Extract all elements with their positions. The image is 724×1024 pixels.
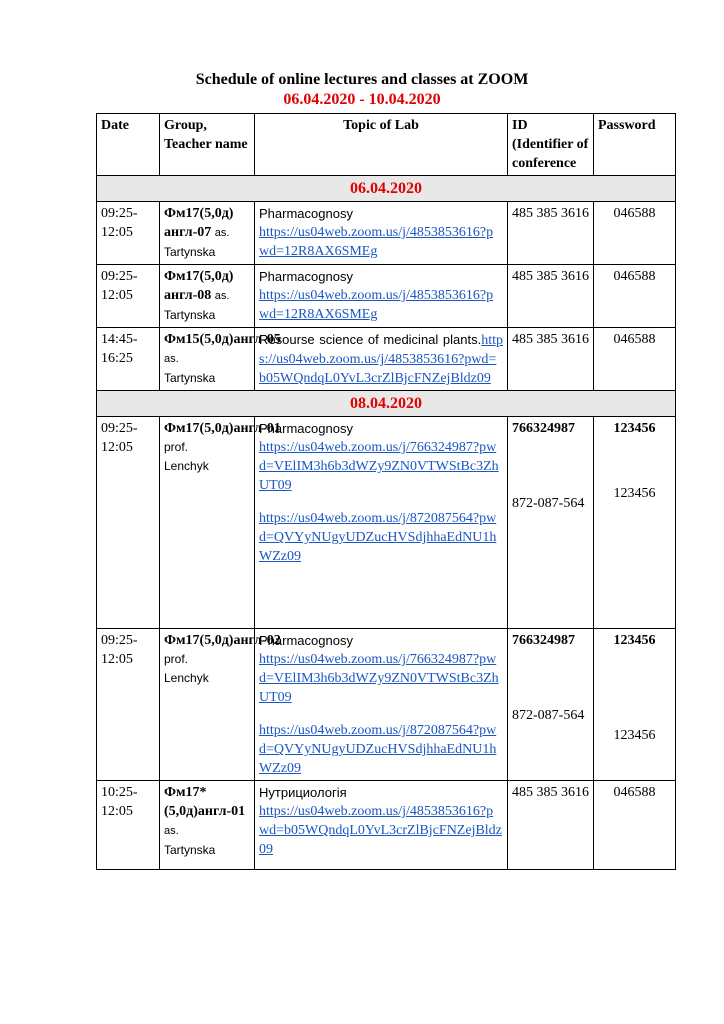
day-row [97, 391, 676, 417]
conference-id: 485 385 3616 [508, 265, 594, 328]
course-name: Pharmacognosy [259, 206, 353, 221]
time-cell: 09:25-12:05 [97, 202, 160, 265]
topic-cell [255, 417, 508, 629]
column-header-group: Group, Teacher name [160, 114, 255, 176]
schedule-heading [0, 70, 724, 110]
password-cell: 046588 [594, 781, 676, 870]
time-cell: 09:25-12:05 [97, 417, 160, 629]
zoom-link[interactable]: https://us04web.zoom.us/j/4853853616?pwd=b05WQndqL0YvL3crZlBjcFNZejBldz09 [259, 333, 503, 386]
password-cell [594, 629, 676, 781]
page-title: Schedule of online lectures and classes at ZOOM [195, 71, 529, 88]
table-row [97, 781, 676, 870]
table-row [97, 417, 676, 629]
group-cell [160, 781, 255, 870]
group-cell [160, 629, 281, 781]
time-cell: 09:25-12:05 [97, 629, 160, 781]
teacher-name: Lenchyk [164, 671, 209, 685]
conference-id: 766324987 [512, 421, 575, 436]
table-row [97, 202, 676, 265]
time-cell: 14:45-16:25 [97, 328, 160, 391]
topic-cell [255, 629, 508, 781]
zoom-link[interactable]: https://us04web.zoom.us/j/766324987?pwd=VElIM3h6b3dWZy9ZN0VTWStBc3ZhUT09 [259, 440, 499, 493]
teacher-name: Tartynska [164, 308, 216, 322]
zoom-link[interactable]: https://us04web.zoom.us/j/4853853616?pwd=b05WQndqL0YvL3crZlBjcFNZejBldz09 [259, 804, 502, 857]
conference-id: 485 385 3616 [508, 328, 594, 391]
password-cell: 046588 [594, 265, 676, 328]
topic-cell [255, 202, 508, 265]
group-name: Фм17(5,0д) англ-08 [164, 269, 234, 303]
group-name: Фм17*(5,0д)англ-01 [164, 785, 246, 819]
teacher-name: Tartynska [164, 371, 216, 385]
password-cell: 046588 [594, 328, 676, 391]
password-alternate: 123456 [613, 728, 656, 743]
teacher-name: Tartynska [164, 843, 216, 857]
conference-id-cell [508, 629, 594, 781]
zoom-link[interactable]: https://us04web.zoom.us/j/4853853616?pwd=12R8AX6SMEg [259, 288, 494, 322]
column-header-password: Password [594, 114, 676, 176]
course-name: Resourse science of medicinal plants. [259, 332, 482, 347]
teacher-role: as. [214, 227, 230, 239]
topic-cell [255, 265, 508, 328]
group-cell [160, 328, 281, 391]
table-row [97, 629, 676, 781]
teacher-role: as. [164, 825, 179, 837]
group-cell [160, 202, 255, 265]
group-name: Фм15(5,0д)англ-05 [164, 332, 281, 347]
course-name: Pharmacognosy [259, 421, 353, 436]
password: 123456 [613, 421, 656, 436]
column-header-topic: Topic of Lab [255, 114, 508, 176]
password-alternate: 123456 [613, 486, 656, 501]
schedule-table [96, 113, 676, 870]
conference-id-cell [508, 417, 594, 629]
group-name: Фм17(5,0д)англ-02 [164, 633, 281, 648]
teacher-name: Tartynska [164, 245, 216, 259]
password-cell: 046588 [594, 202, 676, 265]
course-name: Pharmacognosy [259, 269, 353, 284]
group-name: Фм17(5,0д)англ-01 [164, 421, 281, 436]
password: 123456 [613, 633, 656, 648]
zoom-link-alternate[interactable]: https://us04web.zoom.us/j/872087564?pwd=QVYyNUgyUDZucHVSdjhhaEdNU1hWZz09 [259, 723, 497, 776]
conference-id: 485 385 3616 [508, 781, 594, 870]
zoom-link[interactable]: https://us04web.zoom.us/j/766324987?pwd=VElIM3h6b3dWZy9ZN0VTWStBc3ZhUT09 [259, 652, 499, 705]
teacher-role: as. [164, 353, 179, 365]
password-cell [594, 417, 676, 629]
day-date: 08.04.2020 [97, 391, 676, 417]
teacher-role: as. [214, 290, 230, 302]
column-header-date: Date [97, 114, 160, 176]
zoom-link[interactable]: https://us04web.zoom.us/j/4853853616?pwd=12R8AX6SMEg [259, 225, 494, 259]
conference-id-alternate: 872-087-564 [512, 496, 585, 511]
course-name: Pharmacognosy [259, 633, 353, 648]
day-row [97, 176, 676, 202]
course-name: Нутрициологія [259, 785, 347, 800]
topic-cell [255, 781, 508, 870]
conference-id: 766324987 [512, 633, 575, 648]
table-row [97, 265, 676, 328]
group-cell [160, 265, 255, 328]
topic-cell [255, 328, 508, 391]
conference-id-alternate: 872-087-564 [512, 708, 585, 723]
group-name: Фм17(5,0д) англ-07 [164, 206, 234, 240]
date-range: 06.04.2020 - 10.04.2020 [283, 91, 441, 108]
group-cell [160, 417, 281, 629]
day-date: 06.04.2020 [97, 176, 676, 202]
time-cell: 10:25-12:05 [97, 781, 160, 870]
teacher-name: Lenchyk [164, 459, 209, 473]
zoom-link-alternate[interactable]: https://us04web.zoom.us/j/872087564?pwd=QVYyNUgyUDZucHVSdjhhaEdNU1hWZz09 [259, 511, 497, 564]
time-cell: 09:25-12:05 [97, 265, 160, 328]
conference-id: 485 385 3616 [508, 202, 594, 265]
header-row [97, 114, 676, 176]
teacher-role: prof. [164, 652, 189, 666]
column-header-id: ID (Identifier of conference [508, 114, 594, 176]
teacher-role: prof. [164, 440, 189, 454]
table-row [97, 328, 676, 391]
